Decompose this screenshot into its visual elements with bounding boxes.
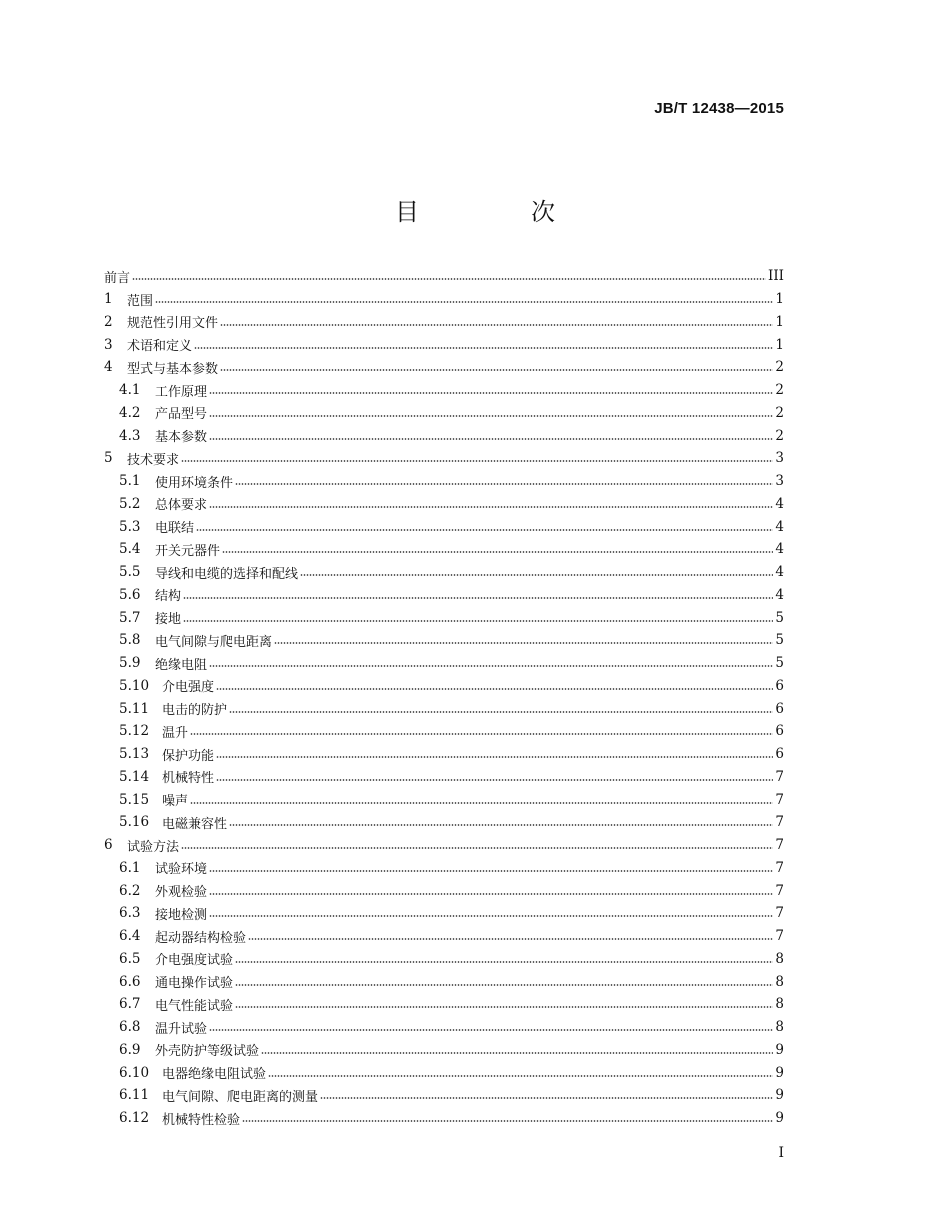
toc-entry-page: 2 <box>775 404 784 421</box>
toc-entry-number: 6.10 <box>119 1064 150 1081</box>
toc-entry-title: 绝缘电阻 <box>155 657 208 673</box>
toc-dot-leader <box>229 710 773 714</box>
toc-entry-number: 6.11 <box>119 1087 150 1104</box>
toc-entry[interactable] <box>104 311 784 334</box>
toc-entry-page: 6 <box>775 700 784 717</box>
toc-entry-title: 规范性引用文件 <box>127 316 219 332</box>
toc-entry[interactable] <box>104 333 784 356</box>
toc-entry[interactable] <box>104 402 784 425</box>
toc-entry[interactable] <box>104 902 784 925</box>
toc-entry-page: 9 <box>775 1041 784 1058</box>
toc-entry-number: 5.15 <box>119 791 150 808</box>
toc-entry-page: 4 <box>775 541 784 558</box>
toc-entry-page: 1 <box>775 291 784 308</box>
toc-entry[interactable] <box>104 1107 784 1130</box>
toc-entry-number: 5.8 <box>119 632 141 649</box>
toc-entry[interactable] <box>104 470 784 493</box>
toc-dot-leader <box>220 368 773 372</box>
toc-entry-title: 术语和定义 <box>127 339 193 355</box>
toc-dot-leader <box>155 300 773 304</box>
toc-dot-leader <box>209 505 773 509</box>
toc-entry-number: 5.7 <box>119 609 141 626</box>
toc-entry[interactable] <box>104 379 784 402</box>
toc-entry-number: 5.14 <box>119 768 150 785</box>
toc-entry[interactable] <box>104 675 784 698</box>
toc-entry-title: 试验环境 <box>155 862 208 878</box>
toc-entry-title: 技术要求 <box>127 452 180 468</box>
toc-entry-number: 5.12 <box>119 723 150 740</box>
toc-entry[interactable] <box>104 515 784 538</box>
toc-entry[interactable] <box>104 424 784 447</box>
toc-entry-page: 4 <box>775 518 784 535</box>
toc-dot-leader <box>235 1005 773 1009</box>
toc-dot-leader <box>209 1028 773 1032</box>
toc-entry-page: 9 <box>775 1087 784 1104</box>
toc-entry[interactable] <box>104 788 784 811</box>
toc-entry-title: 试验方法 <box>127 839 180 855</box>
toc-entry-title: 接地检测 <box>155 907 208 923</box>
toc-entry-title: 电联结 <box>155 521 195 537</box>
toc-entry-title: 型式与基本参数 <box>127 361 219 377</box>
page-number: I <box>778 1145 784 1161</box>
standard-code: JB/T 12438—2015 <box>654 100 784 117</box>
toc-entry-page: 4 <box>775 586 784 603</box>
toc-dot-leader <box>181 846 773 850</box>
toc-dot-leader <box>216 778 773 782</box>
toc-entry-page: 5 <box>775 609 784 626</box>
toc-entry[interactable] <box>104 447 784 470</box>
toc-entry-page: 8 <box>775 973 784 990</box>
toc-entry[interactable] <box>104 857 784 880</box>
toc-entry-page: 2 <box>775 359 784 376</box>
toc-entry-number: 5 <box>104 450 113 467</box>
toc-entry-page: 1 <box>775 313 784 330</box>
toc-entry-page: 7 <box>775 928 784 945</box>
toc-entry-page: 5 <box>775 655 784 672</box>
toc-entry-page: 7 <box>775 814 784 831</box>
toc-entry-title: 电磁兼容性 <box>162 816 228 832</box>
toc-entry-number: 2 <box>104 313 113 330</box>
toc-entry-page: 1 <box>775 336 784 353</box>
toc-entry[interactable] <box>104 720 784 743</box>
toc-entry[interactable] <box>104 1039 784 1062</box>
toc-entry-number: 6.12 <box>119 1110 150 1127</box>
toc-dot-leader <box>261 1051 773 1055</box>
toc-entry-title: 机械特性检验 <box>162 1112 241 1128</box>
toc-dot-leader <box>181 459 773 463</box>
toc-entry[interactable] <box>104 834 784 857</box>
toc-entry-page: 3 <box>775 473 784 490</box>
toc-entry-number: 3 <box>104 336 113 353</box>
toc-entry-number: 5.13 <box>119 746 150 763</box>
toc-entry[interactable] <box>104 288 784 311</box>
toc-dot-leader <box>190 732 773 736</box>
toc-dot-leader <box>220 323 773 327</box>
toc-entry-number: 5.1 <box>119 473 141 490</box>
toc-title: 目 次 <box>395 198 599 226</box>
toc-entry-page: 2 <box>775 382 784 399</box>
toc-dot-leader <box>235 482 773 486</box>
toc-entry-page: 7 <box>775 905 784 922</box>
toc-dot-leader <box>209 892 773 896</box>
toc-entry-number: 6.6 <box>119 973 141 990</box>
toc-entry-number: 5.2 <box>119 495 141 512</box>
toc-entry-page: 7 <box>775 859 784 876</box>
toc-dot-leader <box>216 755 773 759</box>
toc-entry-title: 范围 <box>127 293 154 309</box>
toc-dot-leader <box>235 983 773 987</box>
toc-entry-number: 5.9 <box>119 655 141 672</box>
toc-entry-number: 5.4 <box>119 541 141 558</box>
toc-entry-title: 工作原理 <box>155 384 208 400</box>
toc-entry-title: 电击的防护 <box>162 703 228 719</box>
toc-dot-leader <box>196 528 773 532</box>
toc-entry[interactable] <box>104 538 784 561</box>
toc-entry-page: 7 <box>775 882 784 899</box>
toc-entry[interactable] <box>104 356 784 379</box>
toc-dot-leader <box>216 687 773 691</box>
toc-dot-leader <box>209 869 773 873</box>
toc-entry[interactable] <box>104 948 784 971</box>
toc-entry[interactable] <box>104 561 784 584</box>
toc-entry-title: 电气间隙、爬电距离的测量 <box>162 1089 319 1105</box>
toc-dot-leader <box>209 914 773 918</box>
toc-entry-page: 9 <box>775 1110 784 1127</box>
toc-entry-title: 电气性能试验 <box>155 998 234 1014</box>
toc-entry-title: 电器绝缘电阻试验 <box>162 1067 267 1083</box>
toc-entry-title: 外观检验 <box>155 885 208 901</box>
toc-dot-leader <box>242 1119 773 1123</box>
toc-entry-page: 7 <box>775 768 784 785</box>
toc-entry-number: 5.16 <box>119 814 150 831</box>
toc-entry[interactable] <box>104 879 784 902</box>
toc-entry-title: 前言 <box>104 270 131 286</box>
toc-dot-leader <box>183 619 773 623</box>
toc-entry-title: 机械特性 <box>162 771 215 787</box>
toc-entry-number: 1 <box>104 291 113 308</box>
toc-entry-number: 6.1 <box>119 859 141 876</box>
toc-dot-leader <box>209 391 773 395</box>
toc-dot-leader <box>300 573 773 577</box>
toc-entry[interactable] <box>104 606 784 629</box>
toc-entry-title: 基本参数 <box>155 430 208 446</box>
toc-dot-leader <box>209 414 773 418</box>
toc-entry[interactable] <box>104 493 784 516</box>
toc-dot-leader <box>209 437 773 441</box>
toc-entry-number: 6.2 <box>119 882 141 899</box>
toc-entry-number: 5.3 <box>119 518 141 535</box>
toc-entry-page: 7 <box>775 837 784 854</box>
toc-dot-leader <box>183 596 773 600</box>
toc-entry[interactable] <box>104 629 784 652</box>
toc-entry-page: 4 <box>775 564 784 581</box>
toc-dot-leader <box>248 937 773 941</box>
toc-entry[interactable] <box>104 766 784 789</box>
toc-entry-title: 电气间隙与爬电距离 <box>155 634 273 650</box>
toc-entry-title: 通电操作试验 <box>155 976 234 992</box>
toc-entry-number: 5.10 <box>119 677 150 694</box>
toc-entry-title: 接地 <box>155 612 182 628</box>
toc-entry[interactable] <box>104 993 784 1016</box>
toc-entry-number: 6.7 <box>119 996 141 1013</box>
toc-entry-page: 8 <box>775 996 784 1013</box>
toc-dot-leader <box>229 823 773 827</box>
toc-dot-leader <box>132 277 766 281</box>
toc-entry[interactable] <box>104 925 784 948</box>
toc-entry-page: 4 <box>775 495 784 512</box>
toc-entry-title: 噪声 <box>162 794 189 810</box>
toc-entry-title: 导线和电缆的选择和配线 <box>155 566 299 582</box>
toc-entry-page: 6 <box>775 746 784 763</box>
toc-entry[interactable] <box>104 1016 784 1039</box>
toc-entry-number: 5.6 <box>119 586 141 603</box>
toc-entry-number: 6 <box>104 837 113 854</box>
toc-entry-title: 结构 <box>155 589 182 605</box>
toc-entry-page: 6 <box>775 677 784 694</box>
toc-entry-number: 4.3 <box>119 427 141 444</box>
toc-entry[interactable] <box>104 743 784 766</box>
toc-entry-page: 6 <box>775 723 784 740</box>
toc-entry-title: 总体要求 <box>155 498 208 514</box>
toc-entry-title: 产品型号 <box>155 407 208 423</box>
toc-list <box>104 265 784 1130</box>
toc-entry-title: 温升试验 <box>155 1021 208 1037</box>
toc-entry-number: 4.2 <box>119 404 141 421</box>
toc-entry-number: 6.4 <box>119 928 141 945</box>
toc-entry-page: 2 <box>775 427 784 444</box>
toc-dot-leader <box>268 1074 773 1078</box>
toc-entry-page: 7 <box>775 791 784 808</box>
toc-dot-leader <box>222 550 773 554</box>
toc-entry-page: III <box>768 268 784 285</box>
toc-entry-title: 介电强度试验 <box>155 953 234 969</box>
toc-entry[interactable] <box>104 1061 784 1084</box>
toc-entry-page: 8 <box>775 950 784 967</box>
toc-entry-number: 5.5 <box>119 564 141 581</box>
toc-entry[interactable] <box>104 811 784 834</box>
toc-entry-title: 起动器结构检验 <box>155 930 247 946</box>
toc-entry-number: 6.5 <box>119 950 141 967</box>
toc-dot-leader <box>274 641 773 645</box>
toc-entry[interactable] <box>104 584 784 607</box>
toc-entry[interactable] <box>104 697 784 720</box>
toc-entry-title: 外壳防护等级试验 <box>155 1044 260 1060</box>
toc-entry-title: 保护功能 <box>162 748 215 764</box>
toc-entry-page: 3 <box>775 450 784 467</box>
toc-entry[interactable] <box>104 1084 784 1107</box>
toc-dot-leader <box>190 801 773 805</box>
toc-dot-leader <box>209 664 773 668</box>
toc-entry[interactable] <box>104 652 784 675</box>
toc-entry-page: 9 <box>775 1064 784 1081</box>
toc-entry-number: 4 <box>104 359 113 376</box>
toc-entry-number: 6.8 <box>119 1019 141 1036</box>
toc-entry[interactable] <box>104 970 784 993</box>
toc-entry-number: 6.3 <box>119 905 141 922</box>
toc-entry-title: 开关元器件 <box>155 543 221 559</box>
toc-dot-leader <box>194 346 773 350</box>
toc-dot-leader <box>235 960 773 964</box>
toc-entry-page: 5 <box>775 632 784 649</box>
toc-entry-page: 8 <box>775 1019 784 1036</box>
toc-entry-number: 6.9 <box>119 1041 141 1058</box>
toc-entry[interactable] <box>104 265 784 288</box>
toc-entry-title: 温升 <box>162 725 189 741</box>
toc-entry-number: 4.1 <box>119 382 141 399</box>
toc-dot-leader <box>320 1096 773 1100</box>
toc-entry-number: 5.11 <box>119 700 150 717</box>
toc-entry-title: 介电强度 <box>162 680 215 696</box>
toc-entry-title: 使用环境条件 <box>155 475 234 491</box>
